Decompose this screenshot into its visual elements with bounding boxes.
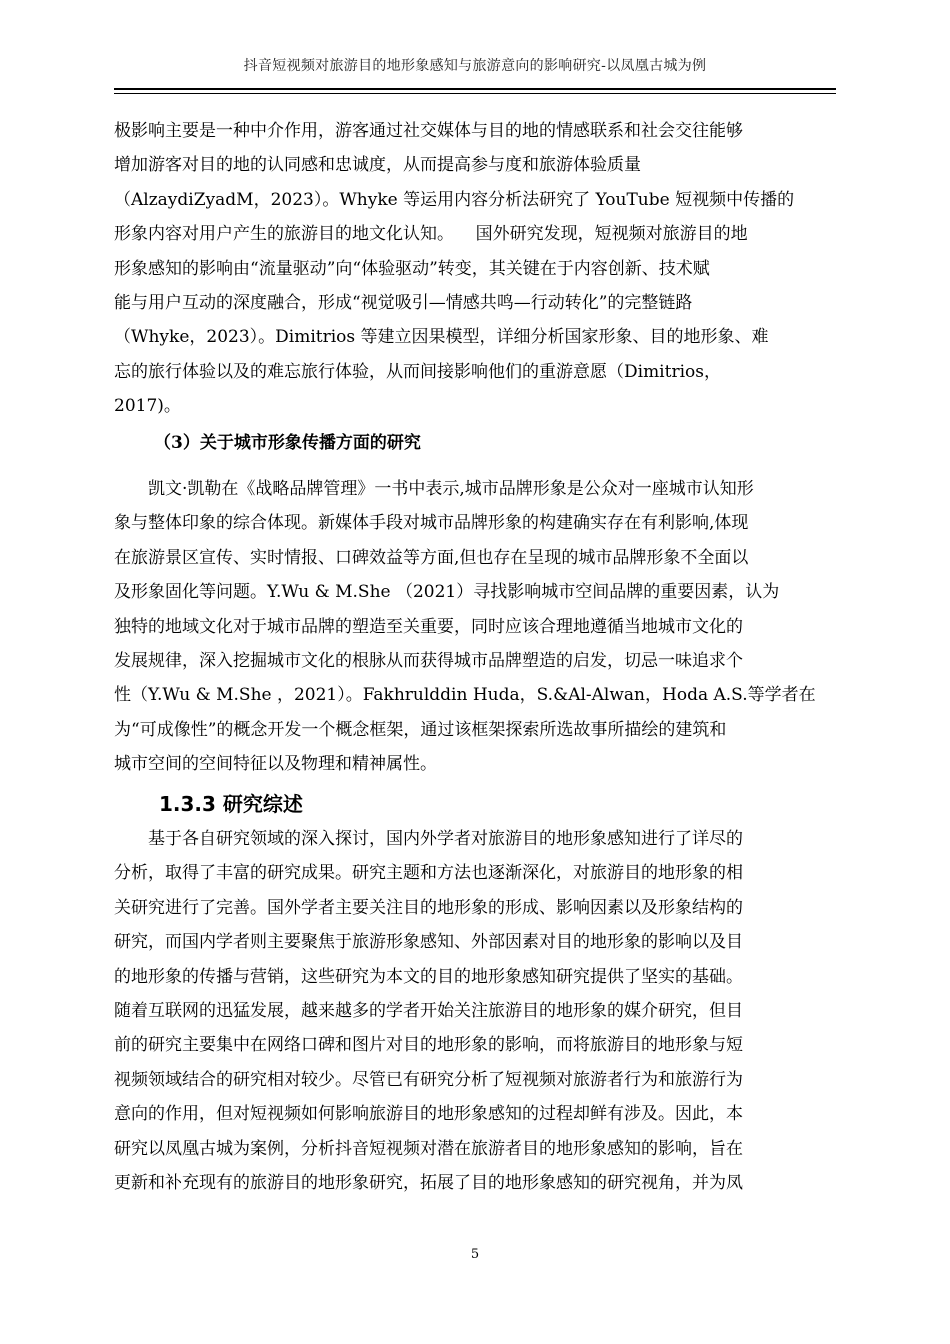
paragraph-3	[114, 822, 836, 1200]
header-rule-thick	[114, 88, 836, 90]
text-line: 的地形象的传播与营销，这些研究为本文的目的地形象感知研究提供了坚实的基础。	[114, 966, 743, 987]
section-heading-1-3-3: 1.3.3 研究综述	[159, 792, 303, 816]
text-line: （AlzaydiZyadM，2023）。Whyke 等运用内容分析法研究了 YouTube 短视频中传播的	[114, 189, 795, 210]
text-line: 凯文·凯勒在《战略品牌管理》一书中表示,城市品牌形象是公众对一座城市认知形	[148, 479, 754, 499]
text-line: 随着互联网的迅猛发展，越来越多的学者开始关注旅游目的地形象的媒介研究，但目	[114, 1001, 743, 1022]
text-line: 形象感知的影响由“流量驱动”向“体验驱动”转变，其关键在于内容创新、技术赋	[114, 258, 710, 279]
paragraph-2	[114, 472, 836, 782]
subsection-heading-3: （3）关于城市形象传播方面的研究	[154, 433, 421, 453]
text-line: 更新和补充现有的旅游目的地形象研究，拓展了目的地形象感知的研究视角，并为凤	[114, 1173, 743, 1194]
text-line: 发展规律，深入挖掘城市文化的根脉从而获得城市品牌塑造的启发，切忌一味追求个	[114, 651, 743, 672]
header-rule-thin	[114, 93, 836, 94]
text-line: 性（Y.Wu & M.She ，2021）。Fakhrulddin Huda，S.&Al-Alwan，Hoda A.S.等学者在	[114, 685, 816, 706]
text-line: 忘的旅行体验以及的难忘旅行体验，从而间接影响他们的重游意愿（Dimitrios，	[114, 361, 721, 382]
text-line: 意向的作用，但对短视频如何影响旅游目的地形象感知的过程却鲜有涉及。因此，本	[114, 1104, 743, 1125]
text-line: 视频领域结合的研究相对较少。尽管已有研究分析了短视频对旅游者行为和旅游行为	[114, 1069, 743, 1090]
paragraph-1	[114, 114, 836, 424]
text-line: 城市空间的空间特征以及物理和精神属性。	[114, 754, 437, 775]
text-line: （Whyke，2023）。Dimitrios 等建立因果模型，详细分析国家形象、目的地形象、难	[114, 327, 769, 348]
text-line: 独特的地域文化对于城市品牌的塑造至关重要，同时应该合理地遵循当地城市文化的	[114, 616, 743, 637]
text-line: 分析，取得了丰富的研究成果。研究主题和方法也逐渐深化，对旅游目的地形象的相	[114, 863, 743, 884]
text-line: 关研究进行了完善。国外学者主要关注目的地形象的形成、影响因素以及形象结构的	[114, 897, 743, 918]
page-number: 5	[470, 1247, 480, 1262]
text-line: 研究，而国内学者则主要聚焦于旅游形象感知、外部因素对目的地形象的影响以及目	[114, 932, 743, 953]
text-line: 增加游客对目的地的认同感和忠诚度，从而提高参与度和旅游体验质量	[114, 155, 641, 176]
text-line: 及形象固化等问题。Y.Wu & M.She （2021）寻找影响城市空间品牌的重要因素，认为	[114, 582, 780, 603]
text-line: 基于各自研究领域的深入探讨，国内外学者对旅游目的地形象感知进行了详尽的	[148, 829, 743, 849]
text-line: 象与整体印象的综合体现。新媒体手段对城市品牌形象的构建确实存在有利影响,体现	[114, 513, 749, 534]
text-line: 极影响主要是一种中介作用，游客通过社交媒体与目的地的情感联系和社会交往能够	[114, 121, 743, 141]
running-header: 抖音短视频对旅游目的地形象感知与旅游意向的影响研究-以凤凰古城为例	[243, 58, 707, 74]
text-line: 前的研究主要集中在网络口碑和图片对目的地形象的影响，而将旅游目的地形象与短	[114, 1035, 743, 1056]
text-line: 为“可成像性”的概念开发一个概念框架，通过该框架探索所选故事所描绘的建筑和	[114, 719, 727, 740]
text-line: 2017)。	[114, 396, 181, 417]
text-line: 能与用户互动的深度融合，形成“视觉吸引—情感共鸣—行动转化”的完整链路	[114, 293, 693, 314]
text-line: 研究以凤凰古城为案例，分析抖音短视频对潜在旅游者目的地形象感知的影响，旨在	[114, 1138, 743, 1159]
text-line: 在旅游景区宣传、实时情报、口碑效益等方面,但也存在呈现的城市品牌形象不全面以	[114, 547, 749, 568]
text-line: 形象内容对用户产生的旅游目的地文化认知。 国外研究发现，短视频对旅游目的地	[114, 224, 748, 245]
